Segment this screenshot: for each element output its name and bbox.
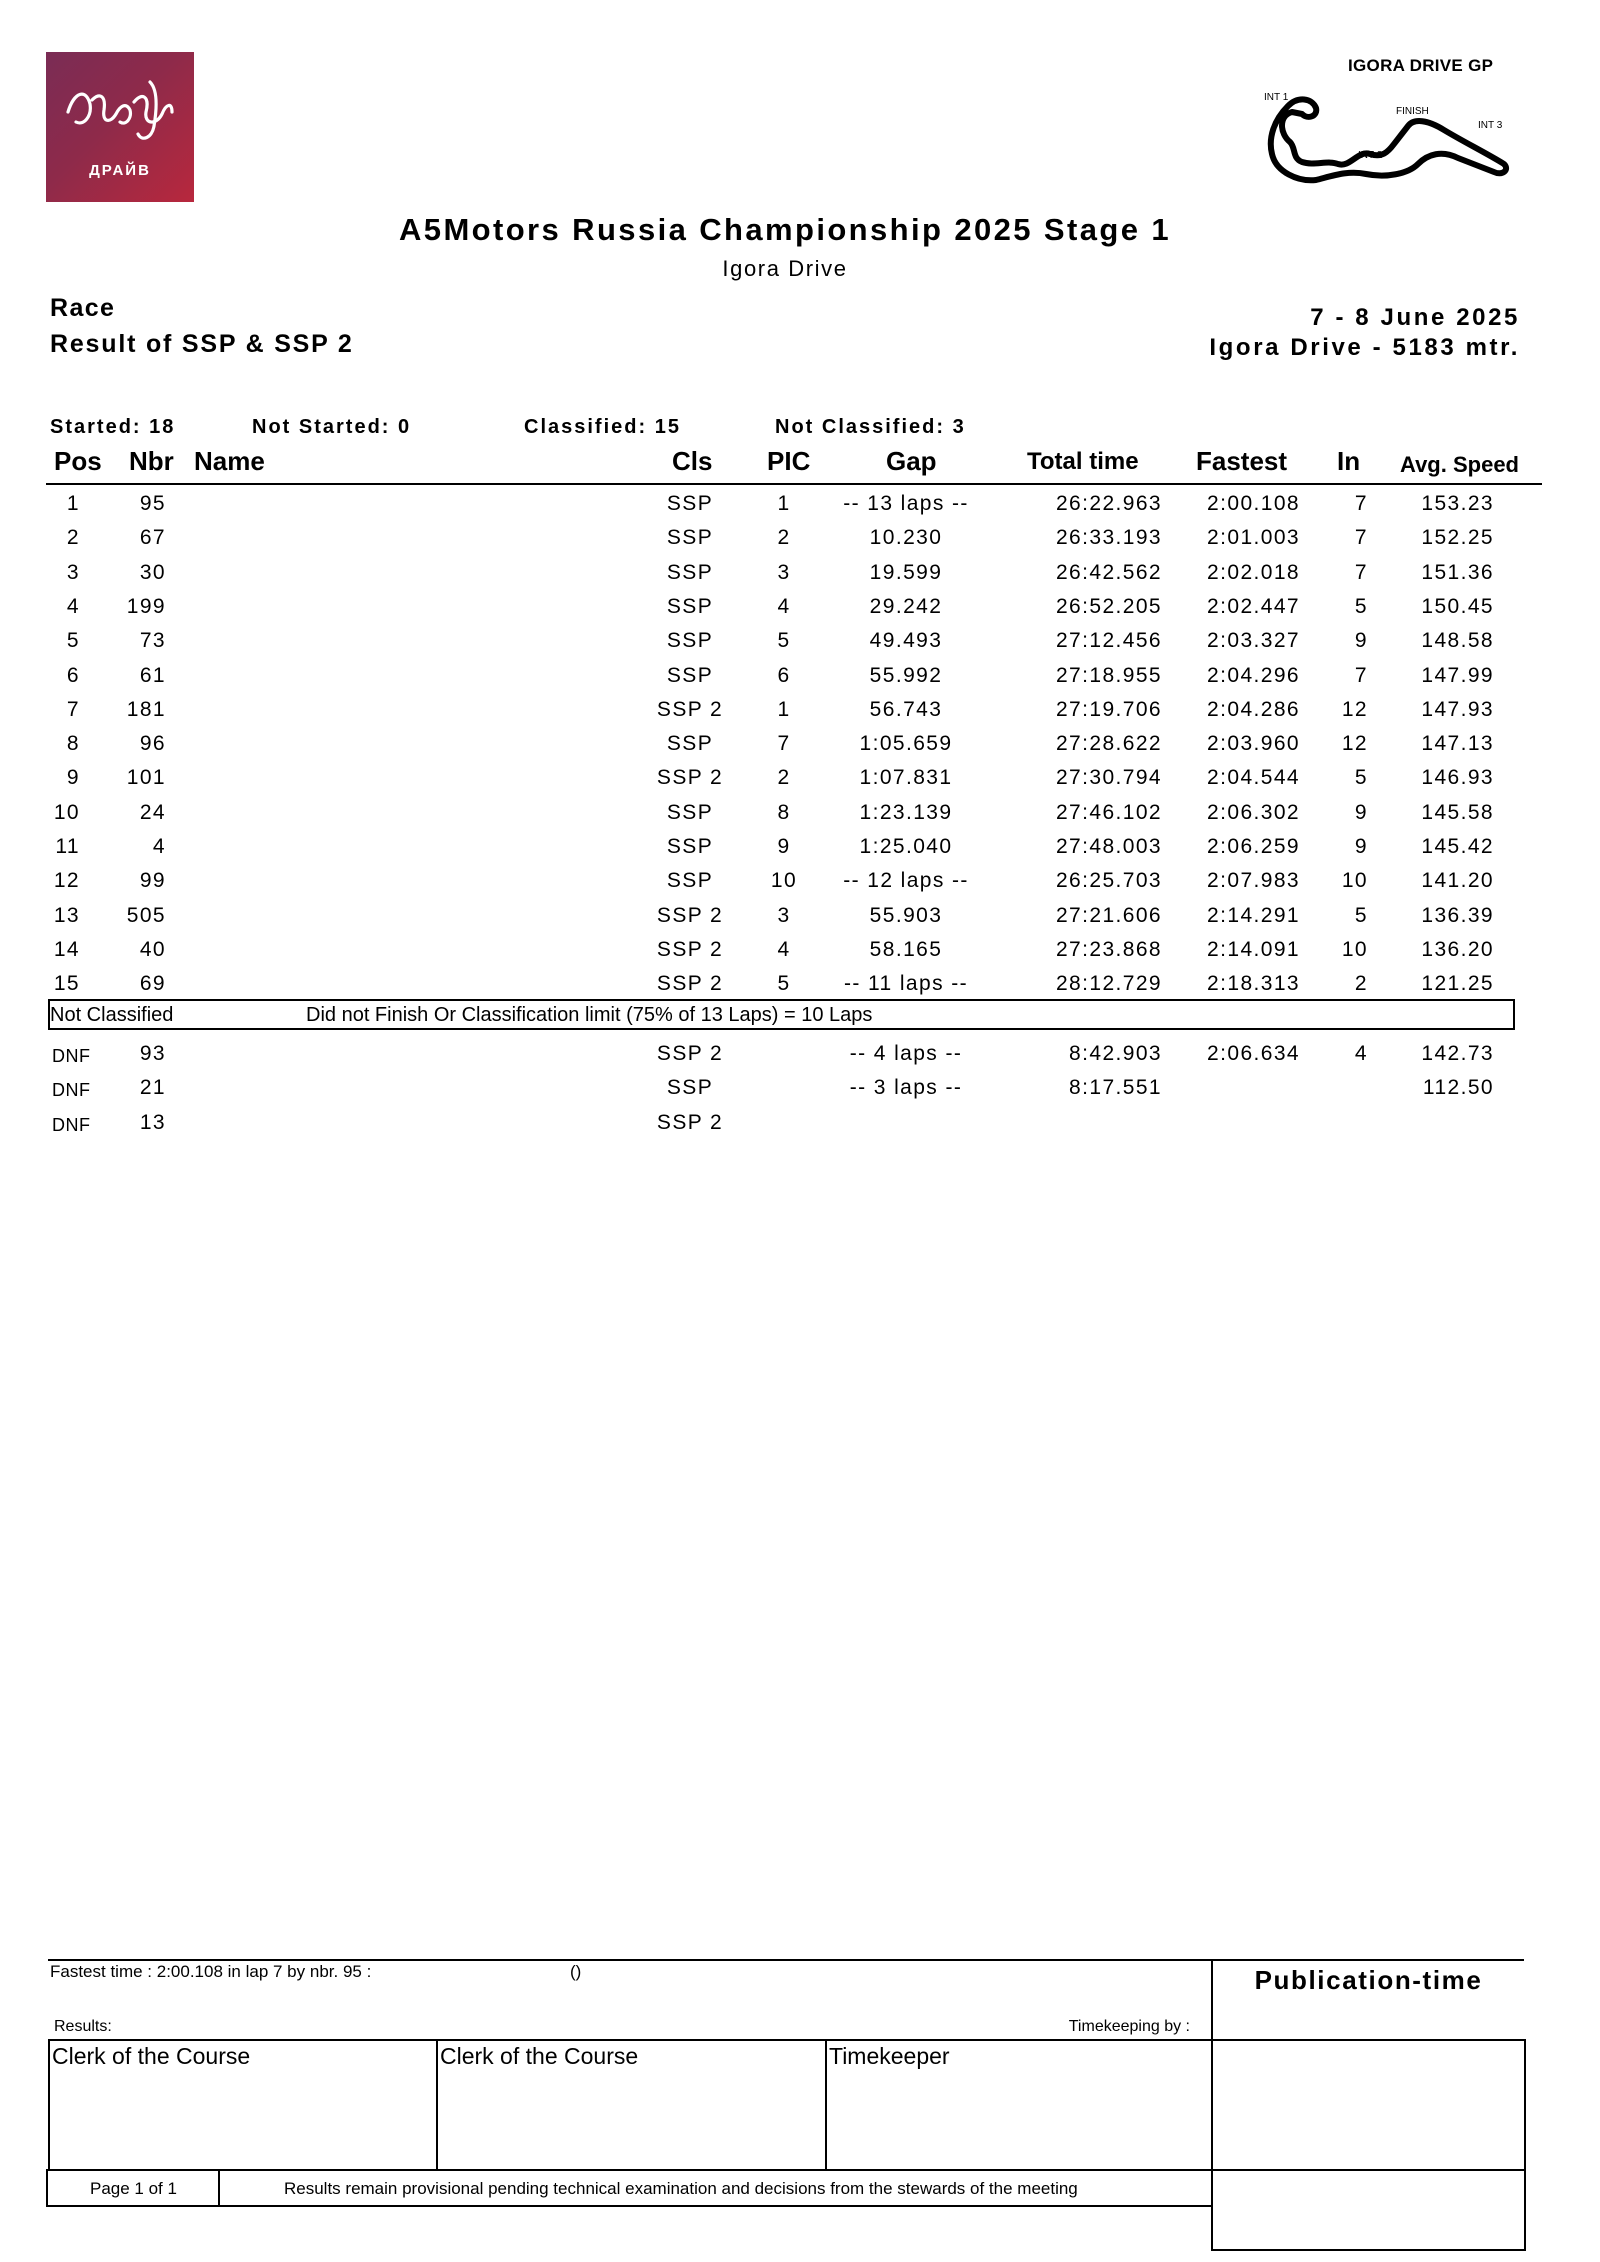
footer-bottom-divider: [218, 2171, 220, 2205]
cell-cls: SSP 2: [656, 972, 724, 996]
signature-timekeeper: Timekeeper: [829, 2043, 950, 2069]
table-row: [0, 829, 1600, 863]
publication-time-box: [1211, 2039, 1526, 2251]
cell-nbr: 40: [139, 937, 166, 961]
cell-speed: 145.58: [1421, 800, 1494, 824]
timekeeping-label: Timekeeping by :: [1068, 2018, 1190, 2035]
cell-fastest: 2:18.313: [1207, 972, 1300, 996]
cell-total: 27:12.456: [1055, 629, 1162, 653]
cell-cls: SSP: [666, 492, 714, 515]
cell-in: 10: [1341, 937, 1368, 961]
cell-fastest: 2:02.447: [1207, 594, 1300, 618]
cell-pic: 8: [777, 800, 791, 824]
cell-total: 26:42.562: [1055, 560, 1162, 584]
cell-total: 27:46.102: [1055, 800, 1162, 824]
stat-not-started: Not Started: 0: [252, 416, 412, 438]
cell-speed: 136.39: [1421, 903, 1494, 927]
cell-cls: SSP 2: [656, 766, 724, 790]
cell-speed: 121.25: [1421, 972, 1494, 996]
table-row: [0, 966, 1600, 1000]
cell-speed: 152.25: [1421, 526, 1494, 550]
cell-gap: 56.743: [869, 697, 943, 721]
col-header-total: Total time: [1027, 448, 1139, 475]
cell-nbr: 13: [139, 1110, 166, 1134]
cell-pos: DNF: [52, 1114, 91, 1135]
stat-started: Started: 18: [50, 416, 176, 438]
table-row: [0, 795, 1600, 829]
not-classified-label: Not Classified: [50, 1004, 174, 1026]
cell-speed: 148.58: [1421, 629, 1494, 653]
table-row: [0, 520, 1600, 554]
col-header-name: Name: [194, 446, 265, 476]
cell-total: 26:33.193: [1055, 526, 1162, 550]
track-map: [1258, 84, 1518, 189]
track-label-finish: FINISH: [1396, 106, 1429, 117]
cell-pic: 5: [777, 629, 791, 653]
cell-pic: 4: [777, 937, 791, 961]
cell-in: 10: [1341, 869, 1368, 893]
cell-fastest: 2:04.544: [1207, 766, 1300, 790]
cell-fastest: 2:07.983: [1207, 869, 1300, 893]
cell-speed: 147.99: [1421, 663, 1494, 687]
cell-pic: 5: [777, 972, 791, 996]
signature-divider-1: [436, 2041, 438, 2169]
cell-total: 26:52.205: [1055, 594, 1162, 618]
cell-pos: 3: [66, 560, 80, 584]
cell-nbr: 95: [139, 492, 166, 515]
cell-cls: SSP 2: [656, 903, 724, 927]
cell-in: 7: [1354, 663, 1368, 687]
cell-fastest: 2:02.018: [1207, 560, 1300, 584]
cell-fastest: 2:06.634: [1207, 1042, 1300, 1065]
results-label: Results:: [54, 2018, 112, 2035]
cell-total: 27:28.622: [1055, 732, 1162, 756]
cell-fastest: 2:04.296: [1207, 663, 1300, 687]
cell-pos: 6: [66, 663, 80, 687]
cell-gap: 1:25.040: [859, 835, 953, 858]
col-header-speed: Avg. Speed: [1400, 452, 1519, 477]
cell-speed: 151.36: [1421, 560, 1494, 584]
logo-script-mark: [46, 52, 194, 162]
event-title: A5Motors Russia Championship 2025 Stage 1: [399, 212, 1171, 247]
track-name: IGORA DRIVE GP: [1348, 56, 1494, 75]
cell-gap: 55.903: [869, 903, 943, 927]
cell-pos: DNF: [52, 1046, 91, 1066]
cell-total: 8:42.903: [1069, 1042, 1162, 1065]
table-row: [0, 692, 1600, 726]
cell-fastest: 2:04.286: [1207, 697, 1300, 721]
cell-cls: SSP 2: [656, 937, 724, 961]
cell-speed: 136.20: [1421, 937, 1494, 961]
event-subtitle: Igora Drive: [722, 256, 848, 281]
cell-pos: 4: [66, 594, 80, 618]
cell-nbr: 61: [139, 663, 166, 687]
cell-pic: 7: [777, 732, 791, 756]
cell-nbr: 199: [126, 594, 166, 618]
table-row: [0, 589, 1600, 623]
fastest-lap-paren: (): [570, 1962, 582, 1981]
cell-cls: SSP: [666, 594, 714, 618]
track-label-int3: INT 3: [1478, 120, 1503, 131]
cell-pos: 5: [66, 629, 80, 653]
cell-pos: 13: [53, 903, 80, 927]
cell-in: 12: [1341, 697, 1368, 721]
cell-cls: SSP 2: [656, 1042, 724, 1065]
cell-nbr: 96: [139, 732, 166, 756]
cell-pic: 3: [777, 903, 791, 927]
cell-pos: 1: [66, 492, 80, 515]
cell-nbr: 99: [139, 869, 166, 893]
cell-nbr: 101: [126, 766, 166, 790]
cell-total: 27:23.868: [1055, 937, 1162, 961]
cell-in: 9: [1354, 629, 1368, 653]
logo-subtitle: ДРАЙВ: [89, 162, 151, 179]
cell-cls: SSP: [666, 560, 714, 584]
cell-in: 5: [1354, 766, 1368, 790]
cell-gap: -- 3 laps --: [849, 1076, 963, 1100]
cell-nbr: 181: [126, 697, 166, 721]
cell-gap: 10.230: [869, 526, 943, 550]
table-row: [0, 623, 1600, 657]
footer-bottom-bar: [46, 2169, 1213, 2207]
table-row: [0, 486, 1600, 520]
dnf-row: [0, 1105, 1600, 1139]
cell-gap: 19.599: [869, 560, 943, 584]
cell-in: 9: [1354, 800, 1368, 824]
cell-pos: 10: [53, 800, 80, 824]
cell-nbr: 21: [139, 1076, 166, 1100]
cell-pic: 2: [777, 526, 791, 550]
cell-pic: 10: [770, 869, 798, 893]
not-classified-bar: [48, 999, 1515, 1030]
cell-fastest: 2:06.259: [1207, 835, 1300, 858]
cell-speed: 153.23: [1421, 492, 1494, 515]
cell-in: 5: [1354, 594, 1368, 618]
igora-drive-logo: [46, 52, 194, 202]
cell-pic: 3: [777, 560, 791, 584]
col-header-gap: Gap: [886, 446, 937, 476]
page-number: Page 1 of 1: [90, 2179, 177, 2198]
cell-fastest: 2:14.091: [1207, 937, 1300, 961]
cell-fastest: 2:06.302: [1207, 800, 1300, 824]
cell-in: 7: [1354, 492, 1368, 515]
cell-in: 7: [1354, 560, 1368, 584]
cell-nbr: 93: [139, 1042, 166, 1065]
cell-gap: -- 4 laps --: [849, 1042, 963, 1065]
cell-pic: 2: [777, 766, 791, 790]
cell-total: 27:21.606: [1055, 903, 1162, 927]
event-date: 7 - 8 June 2025: [1310, 304, 1520, 331]
cell-nbr: 69: [139, 972, 166, 996]
publication-time: Publication-time: [1254, 1965, 1483, 1995]
cell-total: 26:22.963: [1055, 492, 1162, 515]
cell-pos: 11: [55, 835, 80, 858]
cell-total: 27:19.706: [1055, 697, 1162, 721]
footer-vertical-divider: [1211, 1959, 1213, 2251]
cell-speed: 146.93: [1421, 766, 1494, 790]
cell-gap: 55.992: [869, 663, 943, 687]
table-row: [0, 658, 1600, 692]
cell-nbr: 4: [152, 835, 166, 858]
cell-in: 2: [1354, 972, 1368, 996]
track-label-int1: INT 1: [1264, 92, 1289, 103]
cell-nbr: 24: [139, 800, 166, 824]
col-header-pic: PIC: [767, 446, 811, 476]
col-header-fastest: Fastest: [1196, 446, 1288, 476]
cell-cls: SSP: [666, 629, 714, 653]
signature-clerk-2: Clerk of the Course: [440, 2043, 639, 2069]
cell-cls: SSP: [666, 663, 714, 687]
cell-pos: 14: [53, 937, 80, 961]
table-row: [0, 555, 1600, 589]
cell-nbr: 67: [139, 526, 166, 550]
table-row: [0, 863, 1600, 897]
cell-total: 28:12.729: [1055, 972, 1162, 996]
not-classified-text: Did not Finish Or Classification limit (75% of 13 Laps) = 10 Laps: [306, 1004, 873, 1026]
cell-speed: 112.50: [1422, 1076, 1494, 1100]
cell-speed: 150.45: [1421, 594, 1494, 618]
col-header-nbr: Nbr: [129, 446, 174, 476]
cell-total: 27:30.794: [1055, 766, 1162, 790]
dnf-row: [0, 1070, 1600, 1104]
cell-total: 27:18.955: [1055, 663, 1162, 687]
track-label-int2: INT 2: [1358, 150, 1383, 161]
cell-pos: 7: [66, 697, 80, 721]
signature-divider-2: [825, 2041, 827, 2169]
cell-pic: 6: [777, 663, 791, 687]
table-row: [0, 898, 1600, 932]
cell-pic: 1: [777, 492, 791, 515]
cell-gap: -- 12 laps --: [843, 869, 969, 893]
stat-not-classified: Not Classified: 3: [775, 416, 966, 438]
cell-total: 8:17.551: [1069, 1076, 1162, 1100]
cell-fastest: 2:03.327: [1207, 629, 1300, 653]
col-header-in: In: [1337, 446, 1361, 476]
cell-nbr: 30: [139, 560, 166, 584]
cell-total: 26:25.703: [1055, 869, 1162, 893]
cell-cls: SSP: [666, 835, 714, 858]
cell-total: 27:48.003: [1055, 835, 1162, 858]
cell-fastest: 2:00.108: [1207, 492, 1300, 515]
cell-speed: 141.20: [1421, 869, 1494, 893]
dnf-row: [0, 1036, 1600, 1070]
cell-cls: SSP 2: [656, 1110, 724, 1134]
cell-pos: 8: [66, 732, 80, 756]
cell-in: 9: [1354, 835, 1368, 858]
result-of: Result of SSP & SSP 2: [50, 330, 354, 358]
cell-speed: 142.73: [1421, 1042, 1494, 1065]
cell-gap: -- 13 laps --: [843, 492, 969, 515]
cell-pic: 1: [777, 697, 791, 721]
track-outline-icon: [1258, 84, 1518, 184]
fastest-lap-note: Fastest time : 2:00.108 in lap 7 by nbr. 95 :: [50, 1962, 372, 1981]
col-header-pos: Pos: [54, 446, 102, 476]
cell-in: 7: [1354, 526, 1368, 550]
event-venue: Igora Drive - 5183 mtr.: [1209, 334, 1520, 361]
cell-gap: 1:23.139: [859, 800, 953, 824]
cell-in: 12: [1341, 732, 1368, 756]
cell-in: 5: [1354, 903, 1368, 927]
cell-gap: 29.242: [869, 594, 943, 618]
cell-pos: 12: [53, 869, 80, 893]
signature-clerk-1: Clerk of the Course: [52, 2043, 251, 2069]
cell-cls: SSP: [666, 1076, 714, 1100]
cell-cls: SSP: [666, 732, 714, 756]
cell-cls: SSP: [666, 800, 714, 824]
cell-cls: SSP: [666, 869, 714, 893]
cell-speed: 145.42: [1421, 835, 1494, 858]
cell-fastest: 2:03.960: [1207, 732, 1300, 756]
cell-gap: 1:05.659: [859, 732, 953, 756]
col-header-cls: Cls: [672, 446, 713, 476]
cell-cls: SSP 2: [656, 697, 724, 721]
cell-speed: 147.13: [1421, 732, 1494, 756]
table-row: [0, 932, 1600, 966]
cell-pos: 2: [66, 526, 80, 550]
provisional-note: Results remain provisional pending technical examination and decisions from the stewards of the meeting: [284, 2179, 1078, 2198]
cell-fastest: 2:14.291: [1207, 903, 1300, 927]
cell-in: 4: [1354, 1042, 1368, 1065]
cell-gap: 49.493: [869, 629, 943, 653]
stat-classified: Classified: 15: [524, 416, 681, 438]
cell-pos: 9: [66, 766, 80, 790]
cell-speed: 147.93: [1421, 697, 1494, 721]
table-row: [0, 760, 1600, 794]
session-name: Race: [50, 294, 116, 322]
cell-gap: -- 11 laps --: [844, 972, 968, 996]
cell-nbr: 505: [126, 903, 166, 927]
cell-pos: 15: [53, 972, 80, 996]
cell-gap: 58.165: [869, 937, 943, 961]
header-divider: [46, 483, 1542, 485]
footer-divider: [48, 1959, 1524, 1961]
cell-pic: 9: [777, 835, 791, 858]
cell-cls: SSP: [666, 526, 714, 550]
cell-nbr: 73: [139, 629, 166, 653]
cell-fastest: 2:01.003: [1207, 526, 1300, 550]
cell-pos: DNF: [52, 1080, 91, 1101]
cell-pic: 4: [777, 594, 791, 618]
cell-gap: 1:07.831: [859, 766, 953, 790]
table-row: [0, 726, 1600, 760]
